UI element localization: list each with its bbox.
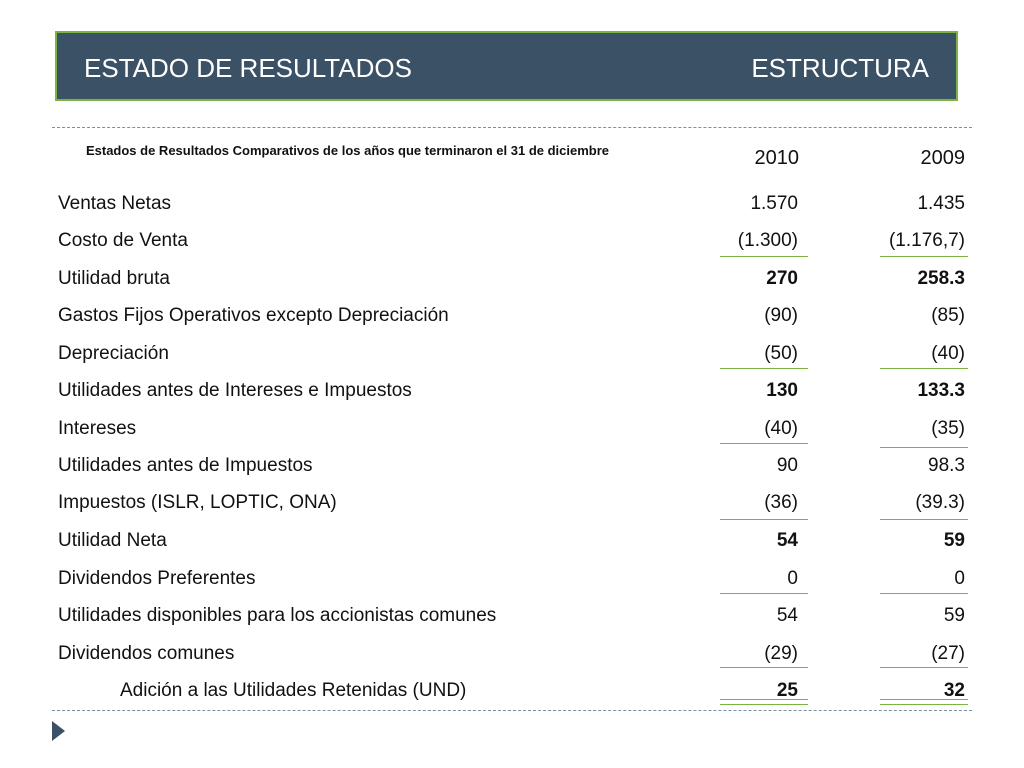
row-label: Gastos Fijos Operativos excepto Depreciación (58, 305, 449, 326)
table-caption: Estados de Resultados Comparativos de los años que terminaron el 31 de diciembre (85, 143, 610, 158)
table-row (58, 672, 968, 709)
subtotal-underline (720, 368, 808, 369)
table-row (58, 635, 968, 672)
subtotal-underline (880, 519, 968, 520)
table-row (58, 297, 968, 334)
row-label: Impuestos (ISLR, LOPTIC, ONA) (58, 492, 337, 513)
table-row (58, 260, 968, 297)
row-label: Utilidades antes de Impuestos (58, 455, 313, 476)
total-double-underline (720, 704, 808, 705)
row-label: Dividendos comunes (58, 643, 235, 664)
total-double-underline (880, 704, 968, 705)
value-2009: 0 (954, 568, 965, 589)
subtotal-underline (720, 593, 808, 594)
value-2009: (85) (931, 305, 965, 326)
value-2010: 0 (787, 568, 798, 589)
value-2010: 130 (766, 380, 798, 401)
total-double-underline (880, 699, 968, 700)
column-header-2010: 2010 (754, 147, 799, 169)
section-title: ESTRUCTURA (751, 53, 929, 83)
bottom-divider (52, 710, 972, 711)
value-2010: (40) (764, 418, 798, 439)
subtotal-underline (880, 593, 968, 594)
table-row (58, 447, 968, 484)
row-label: Costo de Venta (58, 230, 188, 251)
value-2009: 133.3 (917, 380, 965, 401)
value-2009: 59 (943, 530, 965, 551)
subtotal-underline (880, 256, 968, 257)
value-2010: (50) (764, 343, 798, 364)
table-row (58, 410, 968, 447)
row-label: Adición a las Utilidades Retenidas (UND) (120, 680, 467, 701)
value-2009: (40) (931, 343, 965, 364)
row-label: Utilidades antes de Intereses e Impuestos (58, 380, 412, 401)
row-label: Utilidad bruta (58, 268, 170, 289)
subtotal-underline (720, 519, 808, 520)
value-2009: 98.3 (928, 455, 965, 476)
value-2009: 258.3 (917, 268, 965, 289)
total-double-underline (720, 699, 808, 700)
value-2010: (1.300) (737, 230, 798, 251)
value-2009: (35) (931, 418, 965, 439)
subtotal-underline (720, 443, 808, 444)
value-2010: (29) (764, 643, 798, 664)
table-row (58, 484, 968, 521)
table-row (58, 522, 968, 559)
table-row (58, 222, 968, 259)
table-row (58, 372, 968, 409)
value-2010: 54 (776, 605, 798, 626)
value-2009: (27) (931, 643, 965, 664)
row-label: Dividendos Preferentes (58, 568, 256, 589)
page-title: ESTADO DE RESULTADOS (84, 53, 412, 83)
subtotal-underline (720, 667, 808, 668)
value-2009: (1.176,7) (888, 230, 965, 251)
table-row (58, 185, 968, 222)
top-divider (52, 127, 972, 128)
row-label: Ventas Netas (58, 193, 172, 214)
value-2010: (36) (764, 492, 798, 513)
value-2010: (90) (764, 305, 798, 326)
value-2009: (39.3) (915, 492, 965, 513)
row-label: Utilidades disponibles para los accionistas comunes (58, 605, 497, 626)
play-arrow-icon[interactable] (52, 721, 65, 741)
value-2009: 1.435 (917, 193, 965, 214)
header-bar (55, 31, 958, 101)
table-row (58, 335, 968, 372)
row-label: Utilidad Neta (58, 530, 167, 551)
subtotal-underline (880, 667, 968, 668)
column-header-2009: 2009 (920, 147, 965, 169)
value-2010: 54 (776, 530, 798, 551)
subtotal-underline (880, 368, 968, 369)
value-2009: 32 (943, 680, 965, 701)
row-label: Intereses (58, 418, 137, 439)
subtotal-underline (720, 256, 808, 257)
table-row (58, 560, 968, 597)
value-2010: 1.570 (750, 193, 798, 214)
value-2010: 25 (776, 680, 798, 701)
table-row (58, 597, 968, 634)
value-2009: 59 (943, 605, 965, 626)
value-2010: 90 (776, 455, 798, 476)
value-2010: 270 (766, 268, 798, 289)
row-label: Depreciación (58, 343, 169, 364)
